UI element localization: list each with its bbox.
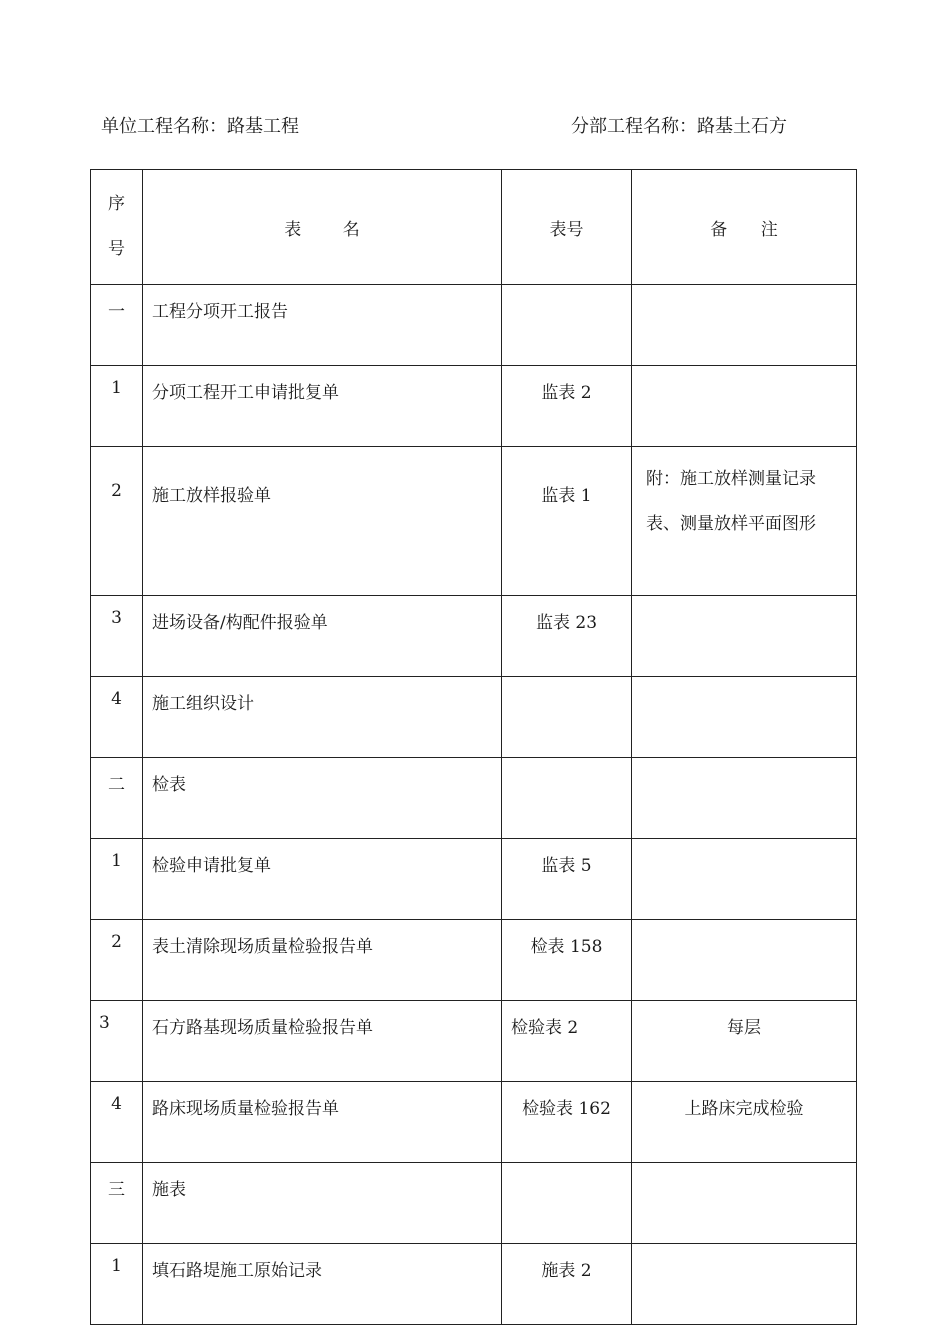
row-note [632,920,857,1001]
row-note [632,839,857,920]
row-no: 3 [91,1001,143,1082]
row-name: 检验申请批复单 [143,839,502,920]
row-note [632,1163,857,1244]
row-no: 二 [91,758,143,839]
row-name: 检表 [143,758,502,839]
row-note [632,596,857,677]
row-code [502,758,632,839]
column-header-no [91,170,143,285]
row-note: 每层 [632,1001,857,1082]
row-code: 检表 158 [502,920,632,1001]
row-code: 监表 2 [502,366,632,447]
table-row [91,366,857,447]
table-row [91,1244,857,1325]
row-no: 1 [91,366,143,447]
row-code [502,1163,632,1244]
table-row [91,285,857,366]
table-row [91,677,857,758]
row-code [502,677,632,758]
table-row [91,1001,857,1082]
sub-project-name: 分部工程名称：路基土石方 [571,116,787,137]
row-code [502,285,632,366]
row-code: 监表 5 [502,839,632,920]
row-no: 4 [91,677,143,758]
row-no: 三 [91,1163,143,1244]
row-note: 附：施工放样测量记录表、测量放样平面图形 [632,447,857,596]
column-header-no-line1: 序 [108,194,125,214]
column-header-name-text: 表 名 [284,219,378,240]
row-no: 2 [91,920,143,1001]
row-code: 监表 1 [502,447,632,596]
row-code: 施表 2 [502,1244,632,1325]
table-row [91,596,857,677]
row-code: 检验表 2 [502,1001,632,1082]
row-no: 4 [91,1082,143,1163]
row-no: 3 [91,596,143,677]
row-no: 一 [91,285,143,366]
row-name: 施表 [143,1163,502,1244]
row-name: 工程分项开工报告 [143,285,502,366]
form-index-table [90,169,857,1325]
table-row [91,447,857,596]
row-note [632,366,857,447]
column-header-name [143,170,502,285]
row-note [632,1244,857,1325]
row-note [632,285,857,366]
row-no: 2 [91,447,143,596]
table-header-row [91,170,857,285]
row-note [632,677,857,758]
row-name: 石方路基现场质量检验报告单 [143,1001,502,1082]
row-note: 上路床完成检验 [632,1082,857,1163]
unit-project-name: 单位工程名称：路基工程 [101,116,299,137]
column-header-note [632,170,857,285]
table-row [91,839,857,920]
column-header-code: 表号 [502,170,632,285]
row-name: 表土清除现场质量检验报告单 [143,920,502,1001]
row-code: 检验表 162 [502,1082,632,1163]
row-note [632,758,857,839]
table-row [91,920,857,1001]
row-name: 填石路堤施工原始记录 [143,1244,502,1325]
row-name: 施工放样报验单 [143,447,502,596]
table-row [91,1163,857,1244]
row-no: 1 [91,1244,143,1325]
row-no: 1 [91,839,143,920]
row-name: 分项工程开工申请批复单 [143,366,502,447]
row-code: 监表 23 [502,596,632,677]
table-row [91,1082,857,1163]
table-row [91,758,857,839]
column-header-note-text: 备 注 [710,219,792,240]
row-name: 施工组织设计 [143,677,502,758]
row-name: 进场设备/构配件报验单 [143,596,502,677]
row-name: 路床现场质量检验报告单 [143,1082,502,1163]
column-header-no-line2: 号 [108,239,125,259]
